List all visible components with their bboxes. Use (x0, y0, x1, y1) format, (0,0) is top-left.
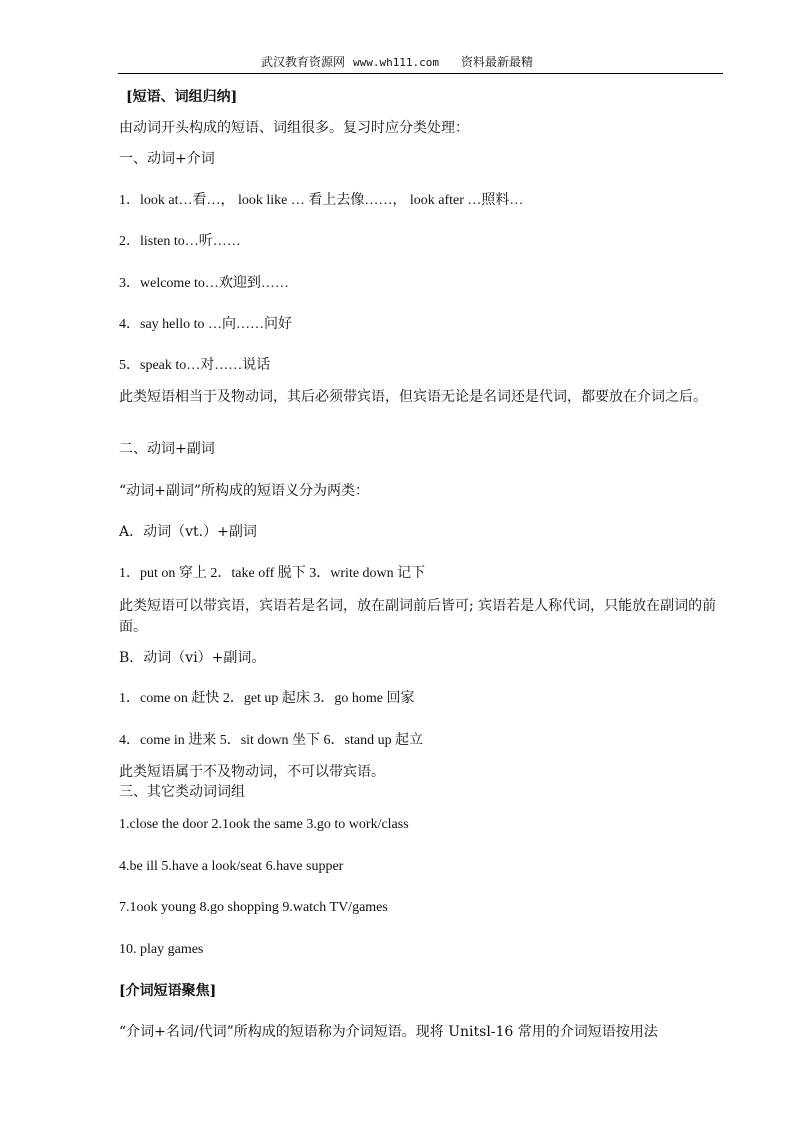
list-other-3: 7.1ook young 8.go shopping 9.watch TV/games (119, 900, 388, 915)
header-tagline: 资料最新最精 (461, 55, 534, 69)
note-vi: 此类短语属于不及物动词，不可以带宾语。 (119, 764, 385, 780)
list-other-2: 4.be ill 5.have a look/seat 6.have supper (119, 859, 344, 874)
list-vt-items: 1．put on 穿上 2．take off 脱下 3．write down 记下 (119, 566, 426, 581)
page-header (0, 55, 794, 70)
list-item-4: 4．say hello to …向……问好 (119, 317, 293, 332)
header-divider (118, 73, 723, 74)
note-vt: 此类短语可以带宾语，宾语若是名词，放在副词前后皆可; 宾语若是人称代词，只能放在副词的前面。 (119, 598, 717, 635)
subheading-vi: B．动词（vi）+副词。 (119, 650, 266, 666)
heading-other-verbs: 三、其它类动词词组 (119, 784, 245, 800)
header-site-name: 武汉教育资源网 (260, 55, 345, 69)
intro-paragraph: 由动词开头构成的短语、词组很多。复习时应分类处理： (119, 120, 469, 136)
heading-verb-prep: 一、动词+介词 (119, 151, 215, 167)
list-item-3: 3．welcome to…欢迎到…… (119, 276, 289, 291)
prep-intro-paragraph: “介词+名词/代词”所构成的短语称为介词短语。现将 Unitsl-16 常用的介词短语按用法 (119, 1024, 658, 1040)
list-item-5: 5．speak to…对……说话 (119, 358, 271, 373)
subheading-vt: A．动词（vt.）+副词 (119, 524, 257, 540)
list-other-1: 1.close the door 2.1ook the same 3.go to work/class (119, 817, 409, 832)
list-item-1: 1．look at…看…， look like … 看上去像……， look after …照料… (119, 193, 524, 208)
heading-verb-adv: 二、动词+副词 (119, 441, 215, 457)
section-title-prep-phrases: [介词短语聚焦] (119, 983, 217, 999)
section-title-phrases: [短语、词组归纳] (126, 89, 238, 105)
note-verb-prep: 此类短语相当于及物动词，其后必须带宾语，但宾语无论是名词还是代词，都要放在介词之后。 (119, 389, 707, 405)
header-site-url[interactable]: www.wh111.com (352, 56, 440, 69)
list-vi-items-2: 4．come in 进来 5．sit down 坐下 6．stand up 起立 (119, 733, 424, 748)
list-other-4: 10. play games (119, 942, 204, 957)
list-vi-items-1: 1．come on 赶快 2．get up 起床 3．go home 回家 (119, 691, 415, 706)
list-item-2: 2．listen to…听…… (119, 234, 241, 249)
desc-verb-adv: “动词+副词”所构成的短语义分为两类： (119, 483, 370, 499)
